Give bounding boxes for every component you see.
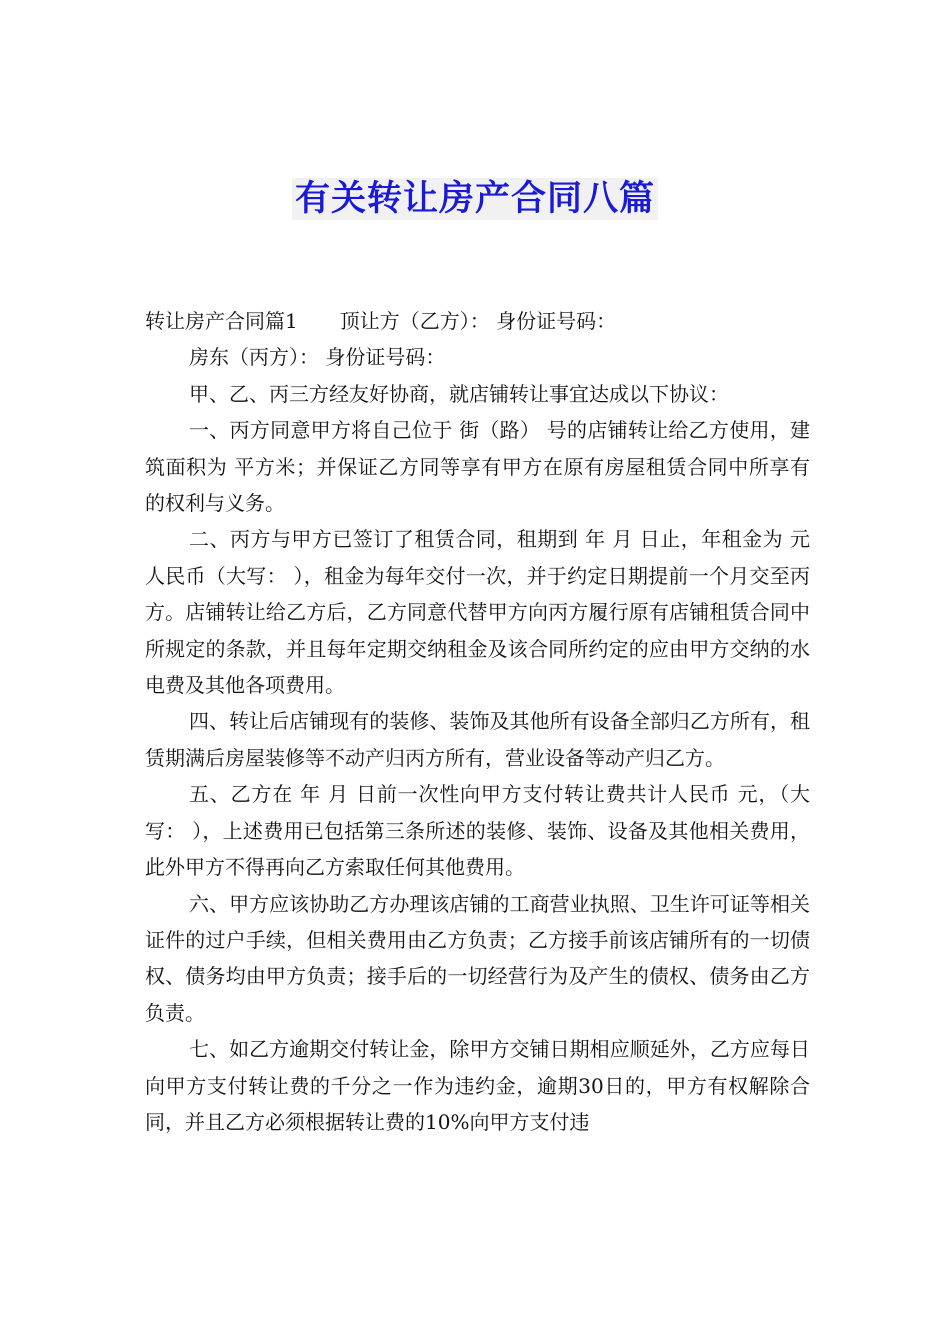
paragraph-landlord: 房东（丙方）： 身份证号码： bbox=[189, 345, 446, 370]
paragraph-clause-2: 二、丙方与甲方已签订了租赁合同，租期到 年 月 日止，年租金为 元人民币（大写： ），租金为每年交付一次，并于约定日期提前一个月交至丙方。店铺转让给乙方后，乙方同意代替甲方向丙方履行原有店铺租赁合同中所规定的条款，并且每年定期交纳租金及该合同所约定的应由甲方交纳的水电费及其他各项费用。 bbox=[145, 527, 810, 698]
document-title: 有关转让房产合同八篇 bbox=[292, 178, 658, 220]
assignee-line: 顶让方（乙方）： 身份证号码： bbox=[339, 309, 617, 333]
paragraph-clause-6: 六、甲方应该协助乙方办理该店铺的工商营业执照、卫生许可证等相关证件的过户手续，但相关费用由乙方负责；乙方接手前该店铺所有的一切债权、债务均由甲方负责；接手后的一切经营行为及产生的债权、债务由乙方负责。 bbox=[145, 891, 810, 1025]
paragraph-clause-4: 四、转让后店铺现有的装修、装饰及其他所有设备全部归乙方所有，租赁期满后房屋装修等不动产归丙方所有，营业设备等动产归乙方。 bbox=[145, 709, 810, 770]
paragraph-clause-1: 一、丙方同意甲方将自己位于 街（路） 号的店铺转让给乙方使用，建筑面积为 平方米；并保证乙方同等享有甲方在原有房屋租赁合同中所享有的权利与义务。 bbox=[145, 418, 810, 516]
paragraph-header-line bbox=[145, 303, 810, 339]
paragraph-clause-7: 七、如乙方逾期交付转让金，除甲方交铺日期相应顺延外，乙方应每日向甲方支付转让费的千分之一作为违约金，逾期30日的，甲方有权解除合同，并且乙方必须根据转让费的10%向甲方支付违 bbox=[145, 1037, 810, 1134]
paragraph-clause-5: 五、乙方在 年 月 日前一次性向甲方支付转让费共计人民币 元，（大写： ），上述费用已包括第三条所述的装修、装饰、设备及其他相关费用，此外甲方不得再向乙方索取任何其他费用。 bbox=[145, 782, 810, 880]
title-container bbox=[0, 178, 950, 220]
section-label: 转让房产合同篇1 bbox=[145, 309, 298, 333]
document-body bbox=[145, 303, 810, 1140]
paragraph-agreement-intro: 甲、乙、丙三方经友好协商，就店铺转让事宜达成以下协议： bbox=[189, 381, 729, 406]
